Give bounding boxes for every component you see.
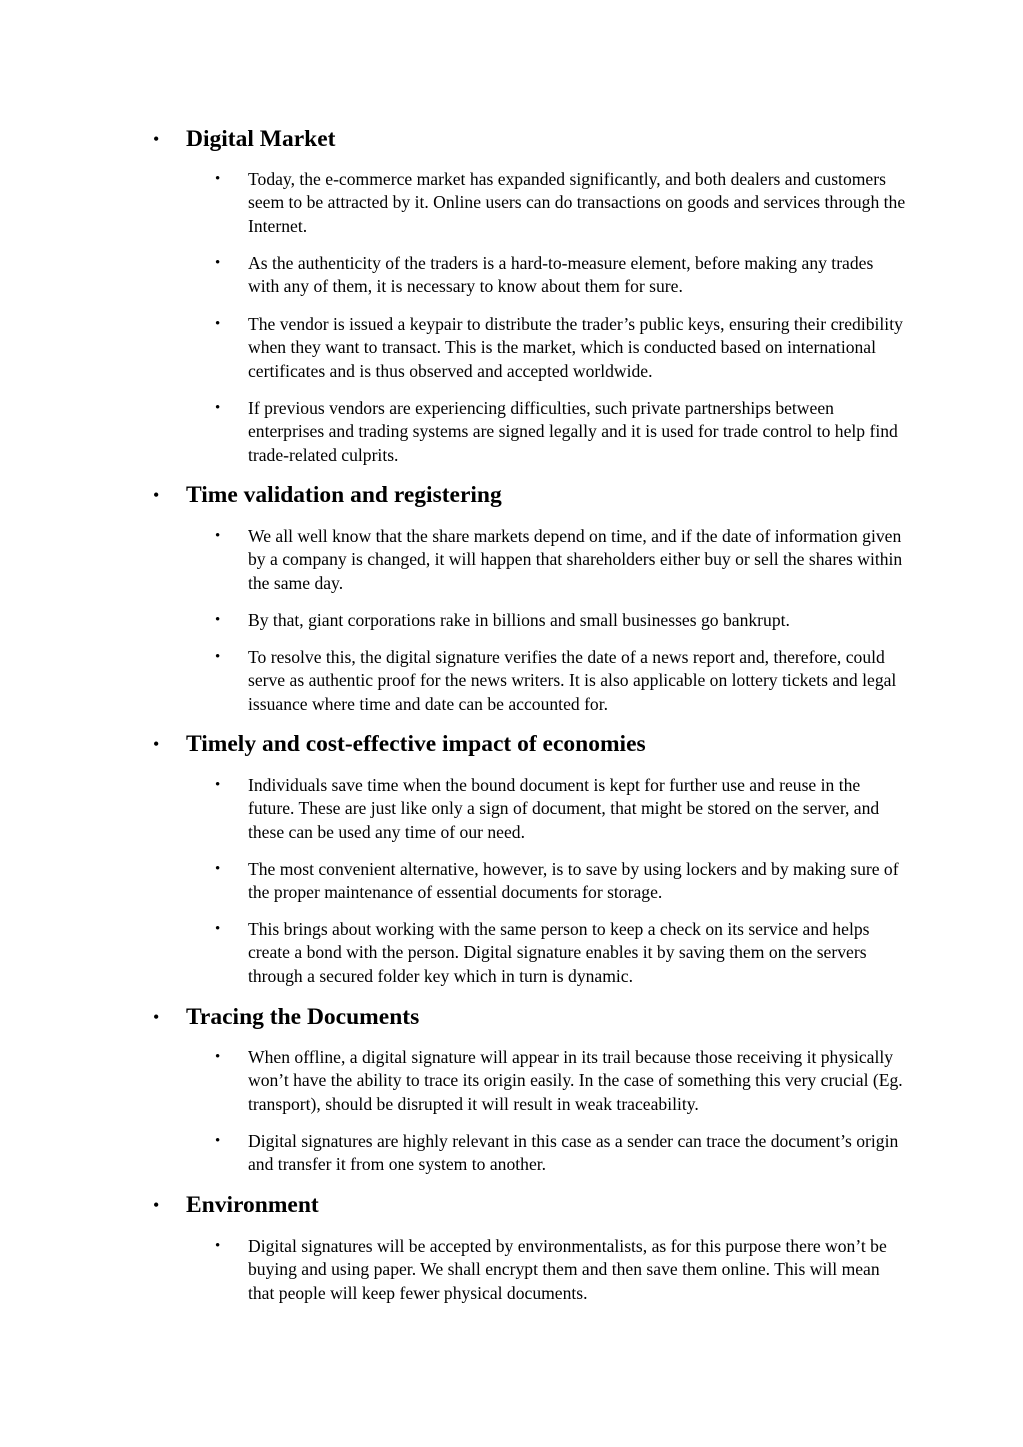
list-item: This brings about working with the same person to keep a check on its service and helps create a bond with the person. Digital signature enables it by saving them on the servers through a secured folder key which in turn is dynamic. [248, 919, 870, 986]
list-item: The most convenient alternative, however, is to save by using lockers and by making sure of the proper maintenance of essential documents for storage. [248, 859, 899, 903]
list-item: If previous vendors are experiencing difficulties, such private partnerships between enterprises and trading systems are signed legally and it is used for trade control to help find trade-related culprits. [248, 398, 898, 465]
section-heading: Digital Market [186, 126, 336, 152]
section-heading: Timely and cost-effective impact of economies [186, 731, 646, 757]
section-heading: Tracing the Documents [186, 1004, 420, 1030]
list-item: To resolve this, the digital signature verifies the date of a news report and, therefore, could serve as authentic proof for the news writers. It is also applicable on lottery tickets and legal issuance where time and date can be accounted for. [248, 647, 897, 714]
bullet-icon: • [215, 255, 221, 271]
list-item: Today, the e-commerce market has expanded significantly, and both dealers and customers seem to be attracted by it. Online users can do transactions on goods and services through the Internet. [248, 169, 906, 236]
list-item: We all well know that the share markets depend on time, and if the date of information given by a company is changed, it will happen that shareholders either buy or sell the shares within the same day. [248, 526, 903, 593]
bullet-icon: • [215, 861, 221, 877]
list-item: Individuals save time when the bound document is kept for further use and reuse in the future. These are just like only a sign of document, that might be stored on the server, and these can be used any time of our need. [248, 775, 880, 842]
bullet-icon: • [215, 1238, 221, 1254]
section-heading: Time validation and registering [186, 482, 502, 508]
bullet-icon: • [153, 1007, 160, 1027]
bullet-icon: • [215, 316, 221, 332]
list-item: When offline, a digital signature will appear in its trail because those receiving it physically won’t have the ability to trace its origin easily. In the case of something this very crucial (Eg. transport), should be disrupted it will result in weak traceability. [248, 1047, 903, 1114]
bullet-icon: • [215, 171, 221, 187]
bullet-icon: • [215, 921, 221, 937]
list-item: The vendor is issued a keypair to distribute the trader’s public keys, ensuring their credibility when they want to transact. This is the market, which is conducted based on international certificates and is thus observed and accepted worldwide. [248, 314, 903, 381]
bullet-icon: • [215, 1049, 221, 1065]
bullet-icon: • [215, 400, 221, 416]
bullet-icon: • [215, 777, 221, 793]
bullet-icon: • [215, 528, 221, 544]
bullet-icon: • [215, 649, 221, 665]
list-item: By that, giant corporations rake in billions and small businesses go bankrupt. [248, 610, 790, 630]
list-item: Digital signatures are highly relevant in this case as a sender can trace the document’s origin and transfer it from one system to another. [248, 1131, 899, 1175]
list-item: Digital signatures will be accepted by environmentalists, as for this purpose there won’t be buying and using paper. We shall encrypt them and then save them online. This will mean that people will keep fewer physical documents. [248, 1236, 887, 1303]
bullet-icon: • [215, 612, 221, 628]
bullet-icon: • [153, 129, 160, 149]
bullet-icon: • [215, 1133, 221, 1149]
bullet-icon: • [153, 485, 160, 505]
bullet-icon: • [153, 1195, 160, 1215]
list-item: As the authenticity of the traders is a hard-to-measure element, before making any trades with any of them, it is necessary to know about them for sure. [248, 253, 874, 297]
section-heading: Environment [186, 1192, 319, 1218]
bullet-icon: • [153, 734, 160, 754]
